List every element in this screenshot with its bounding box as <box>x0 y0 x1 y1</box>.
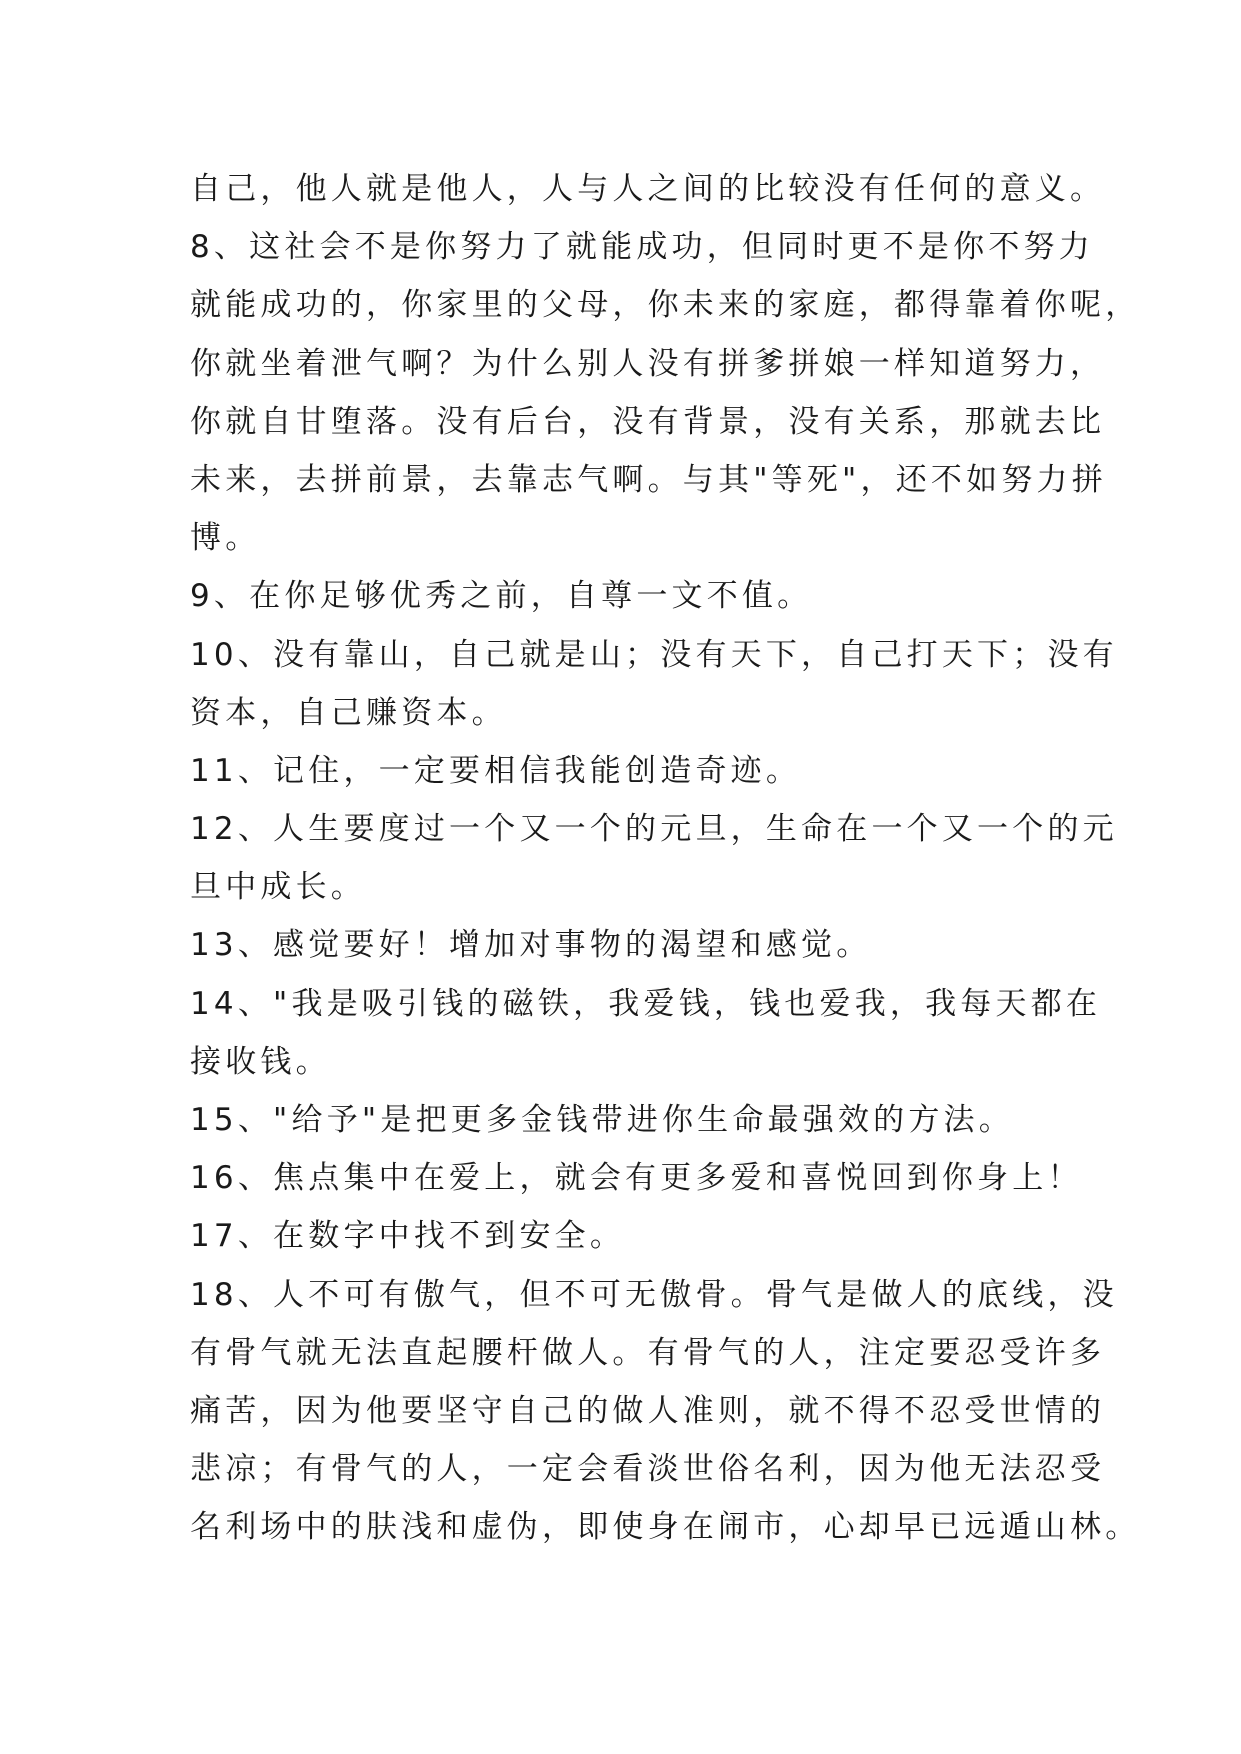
text-line: 名利场中的肤浅和虚伪，即使身在闹市，心却早已远遁山林。 <box>190 1509 1141 1546</box>
text-line: 痛苦，因为他要坚守自己的做人准则，就不得不忍受世情的 <box>190 1392 1106 1429</box>
text-line: 就能成功的，你家里的父母，你未来的家庭，都得靠着你呢， <box>190 287 1141 324</box>
text-line: 18、人不可有傲气，但不可无傲骨。骨气是做人的底线，没 <box>190 1276 1118 1313</box>
text-line: 你就自甘堕落。没有后台，没有背景，没有关系，那就去比 <box>190 403 1106 440</box>
text-line: 16、焦点集中在爱上，就会有更多爱和喜悦回到你身上！ <box>190 1160 1083 1197</box>
text-line: 旦中成长。 <box>190 869 366 906</box>
text-line: 资本，自己赚资本。 <box>190 694 507 731</box>
text-line: 14、"我是吸引钱的磁铁，我爱钱，钱也爱我，我每天都在 <box>190 985 1102 1022</box>
text-line: 博。 <box>190 520 261 557</box>
text-line: 自己，他人就是他人，人与人之间的比较没有任何的意义。 <box>190 171 1106 207</box>
text-line: 10、没有靠山，自己就是山；没有天下，自己打天下；没有 <box>190 636 1118 673</box>
text-line: 17、在数字中找不到安全。 <box>190 1218 626 1255</box>
text-line: 未来，去拼前景，去靠志气啊。与其"等死"，还不如努力拼 <box>190 461 1107 498</box>
text-line: 8、这社会不是你努力了就能成功，但同时更不是你不努力 <box>190 229 1094 266</box>
text-line: 11、记住，一定要相信我能创造奇迹。 <box>190 752 802 789</box>
document-body <box>190 160 1141 1557</box>
text-line: 你就坐着泄气啊？为什么别人没有拼爹拼娘一样知道努力， <box>190 345 1106 382</box>
text-line: 悲凉；有骨气的人，一定会看淡世俗名利，因为他无法忍受 <box>190 1451 1106 1488</box>
text-line: 有骨气就无法直起腰杆做人。有骨气的人，注定要忍受许多 <box>190 1334 1106 1371</box>
text-line: 12、人生要度过一个又一个的元旦，生命在一个又一个的元 <box>190 811 1118 848</box>
text-line: 9、在你足够优秀之前，自尊一文不值。 <box>190 578 813 615</box>
text-line: 15、"给予"是把更多金钱带进你生命最强效的方法。 <box>190 1102 1014 1138</box>
text-line: 接收钱。 <box>190 1043 331 1080</box>
text-line: 13、感觉要好！增加对事物的渴望和感觉。 <box>190 927 872 964</box>
